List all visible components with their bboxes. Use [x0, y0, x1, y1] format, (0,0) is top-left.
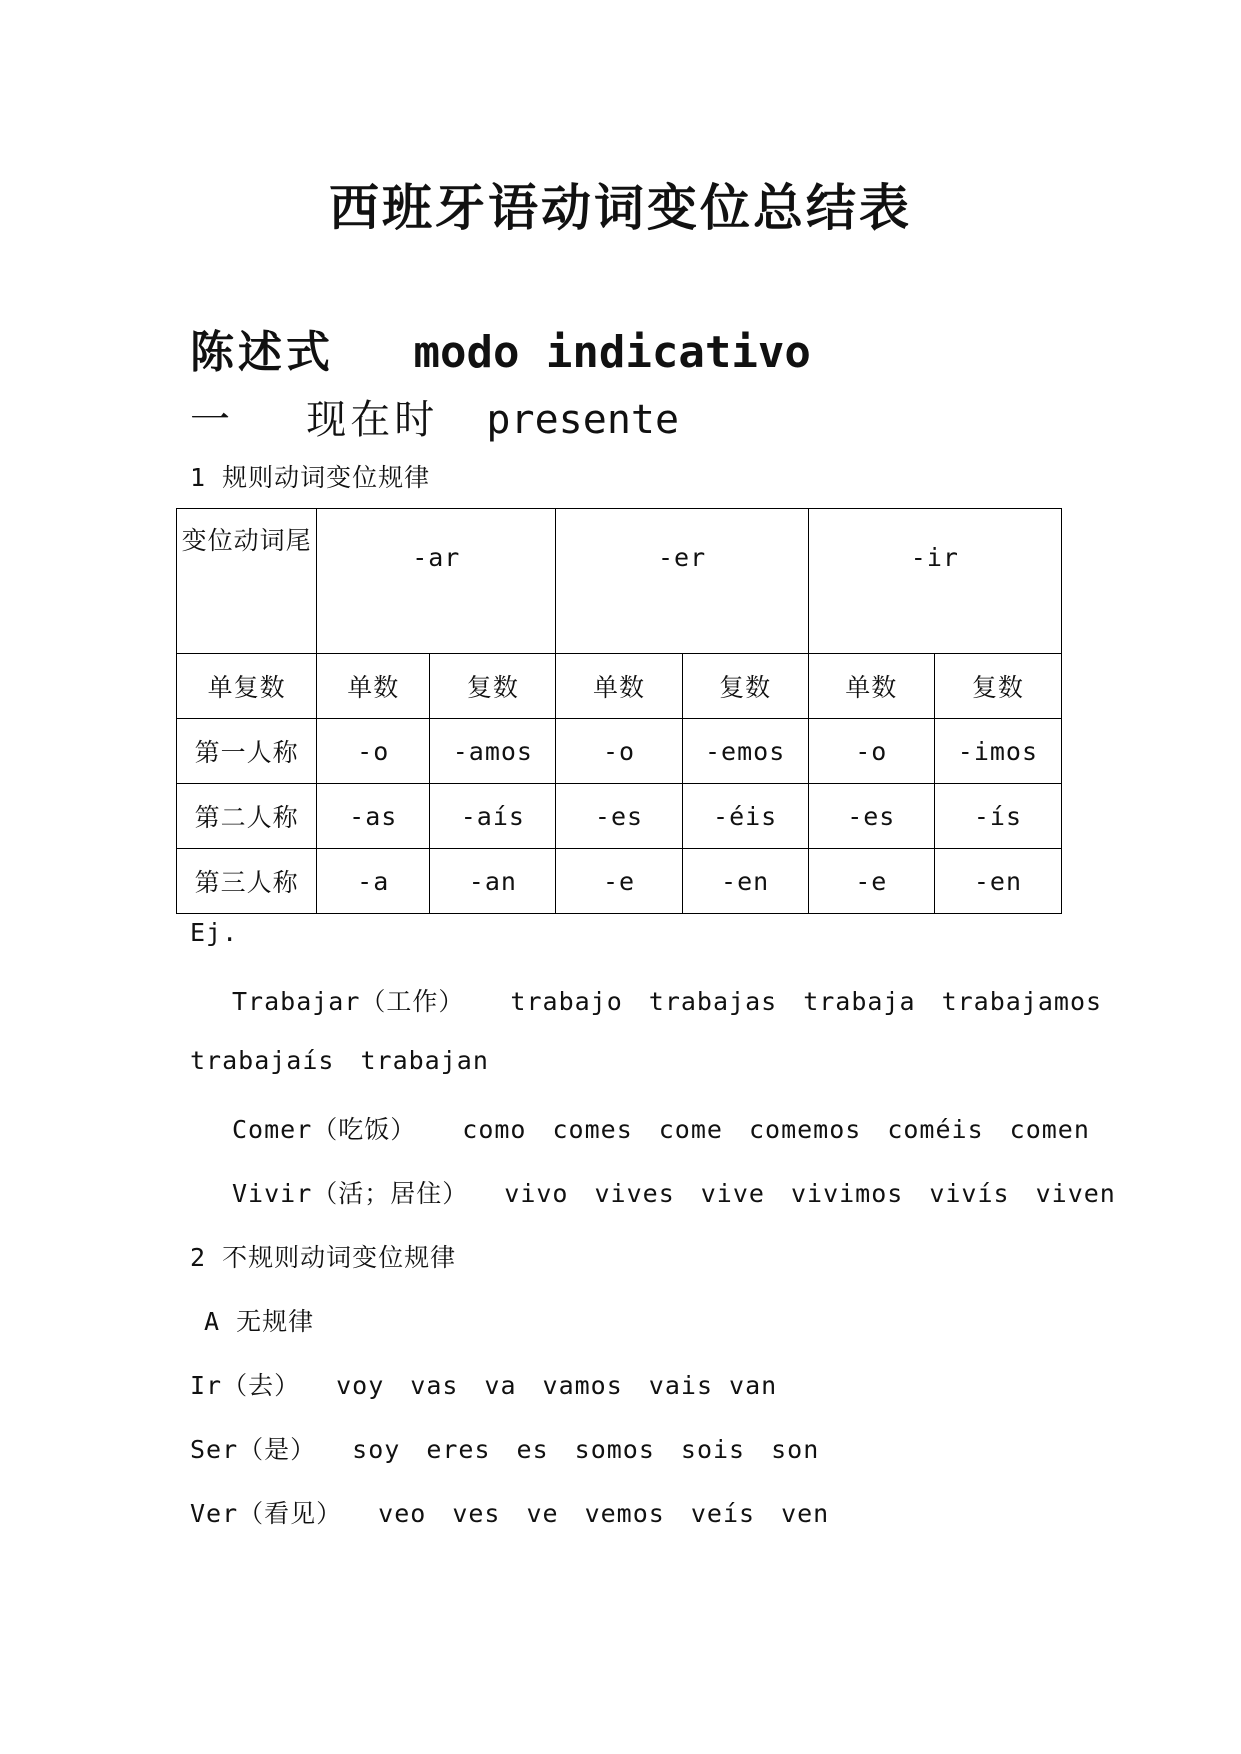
mood-heading-zh: 陈述式 — [190, 327, 334, 378]
tense-heading-num: 一 — [190, 397, 234, 443]
irregular-form: veo — [378, 1499, 427, 1528]
table-row-label: 第一人称 — [177, 719, 317, 784]
example-form: vivo — [504, 1179, 569, 1208]
table-row-label: 第三人称 — [177, 849, 317, 914]
table-number-cell: 复数 — [430, 654, 556, 719]
table-cell: -an — [430, 849, 556, 914]
irregular-ser — [190, 1430, 845, 1466]
table-header-label: 变位动词尾 — [177, 509, 317, 654]
example-form: trabajas — [648, 987, 778, 1016]
example-form: vivimos — [790, 1179, 904, 1208]
subsection-a-heading: A 无规律 — [204, 1307, 315, 1336]
irregular-form: soy — [352, 1435, 401, 1464]
example-form: comen — [1009, 1115, 1090, 1144]
irregular-verb: Ver（看见） — [190, 1499, 343, 1528]
table-cell: -emos — [682, 719, 808, 784]
irregular-ver — [190, 1494, 855, 1530]
table-number-cell: 单数 — [556, 654, 682, 719]
example-form: vivís — [929, 1179, 1010, 1208]
example-verb: Comer（吃饭） — [232, 1115, 417, 1144]
example-form: viven — [1035, 1179, 1116, 1208]
example-trabajar-continued — [190, 1046, 515, 1075]
section-regular-heading: 1 规则动词变位规律 — [190, 463, 431, 492]
example-form: trabajamos — [941, 987, 1103, 1016]
irregular-form: vamos — [542, 1371, 623, 1400]
table-cell: -en — [934, 849, 1061, 914]
example-trabajar — [232, 982, 1128, 1018]
irregular-form: ves — [452, 1499, 501, 1528]
table-row — [177, 719, 1062, 784]
irregular-verb: Ir（去） — [190, 1371, 301, 1400]
mood-heading-es: modo indicativo — [413, 327, 811, 378]
section-irregular-heading: 2 不规则动词变位规律 — [190, 1243, 457, 1272]
irregular-form: ven — [781, 1499, 830, 1528]
table-cell: -e — [808, 849, 934, 914]
table-cell: -éis — [682, 784, 808, 849]
table-cell: -e — [556, 849, 682, 914]
example-form: trabajan — [360, 1046, 489, 1075]
irregular-form: somos — [574, 1435, 655, 1464]
irregular-ir — [190, 1366, 803, 1402]
table-cell: -o — [556, 719, 682, 784]
irregular-form: vemos — [584, 1499, 665, 1528]
table-cell: -o — [317, 719, 430, 784]
example-form: como — [462, 1115, 527, 1144]
tense-heading-es: presente — [486, 397, 680, 443]
example-form: trabaja — [803, 987, 916, 1016]
table-row — [177, 784, 1062, 849]
table-row-label: 第二人称 — [177, 784, 317, 849]
irregular-form: vais van — [648, 1371, 778, 1400]
table-cell: -es — [808, 784, 934, 849]
example-form: vive — [700, 1179, 765, 1208]
table-number-cell: 复数 — [682, 654, 808, 719]
table-cell: -aís — [430, 784, 556, 849]
mood-heading — [190, 316, 811, 380]
table-cell: -en — [682, 849, 808, 914]
table-number-label: 单复数 — [177, 654, 317, 719]
irregular-form: vas — [410, 1371, 459, 1400]
tense-heading — [190, 388, 679, 445]
table-cell: -o — [808, 719, 934, 784]
conjugation-table — [176, 508, 1062, 914]
table-number-cell: 单数 — [317, 654, 430, 719]
irregular-form: ve — [526, 1499, 559, 1528]
irregular-form: son — [771, 1435, 820, 1464]
table-cell: -ís — [934, 784, 1061, 849]
table-cell: -imos — [934, 719, 1061, 784]
table-cell: -a — [317, 849, 430, 914]
example-form: vives — [594, 1179, 675, 1208]
example-vivir — [232, 1174, 1116, 1210]
irregular-form: es — [516, 1435, 549, 1464]
table-ending-ar: -ar — [317, 509, 556, 654]
example-form: comemos — [748, 1115, 862, 1144]
table-number-cell: 复数 — [934, 654, 1061, 719]
irregular-form: sois — [680, 1435, 746, 1464]
table-row — [177, 849, 1062, 914]
table-cell: -es — [556, 784, 682, 849]
example-form: coméis — [887, 1115, 984, 1144]
example-label: Ej. — [190, 918, 239, 947]
irregular-form: veís — [690, 1499, 756, 1528]
example-form: come — [658, 1115, 723, 1144]
example-form: comes — [552, 1115, 633, 1144]
example-form: trabajaís — [190, 1046, 335, 1075]
example-verb: Vivir（活；居住） — [232, 1179, 469, 1208]
table-number-cell: 单数 — [808, 654, 934, 719]
irregular-form: voy — [336, 1371, 385, 1400]
table-cell: -as — [317, 784, 430, 849]
table-cell: -amos — [430, 719, 556, 784]
tense-heading-zh: 现在时 — [306, 397, 439, 443]
irregular-form: va — [484, 1371, 517, 1400]
table-header-row — [177, 509, 1062, 654]
table-number-row — [177, 654, 1062, 719]
table-ending-er: -er — [556, 509, 808, 654]
example-form: trabajo — [510, 987, 623, 1016]
table-ending-ir: -ir — [808, 509, 1061, 654]
irregular-form: eres — [426, 1435, 491, 1464]
document-title: 西班牙语动词变位总结表 — [329, 178, 912, 237]
example-verb: Trabajar（工作） — [232, 987, 465, 1016]
irregular-verb: Ser（是） — [190, 1435, 317, 1464]
example-comer — [232, 1110, 1116, 1146]
